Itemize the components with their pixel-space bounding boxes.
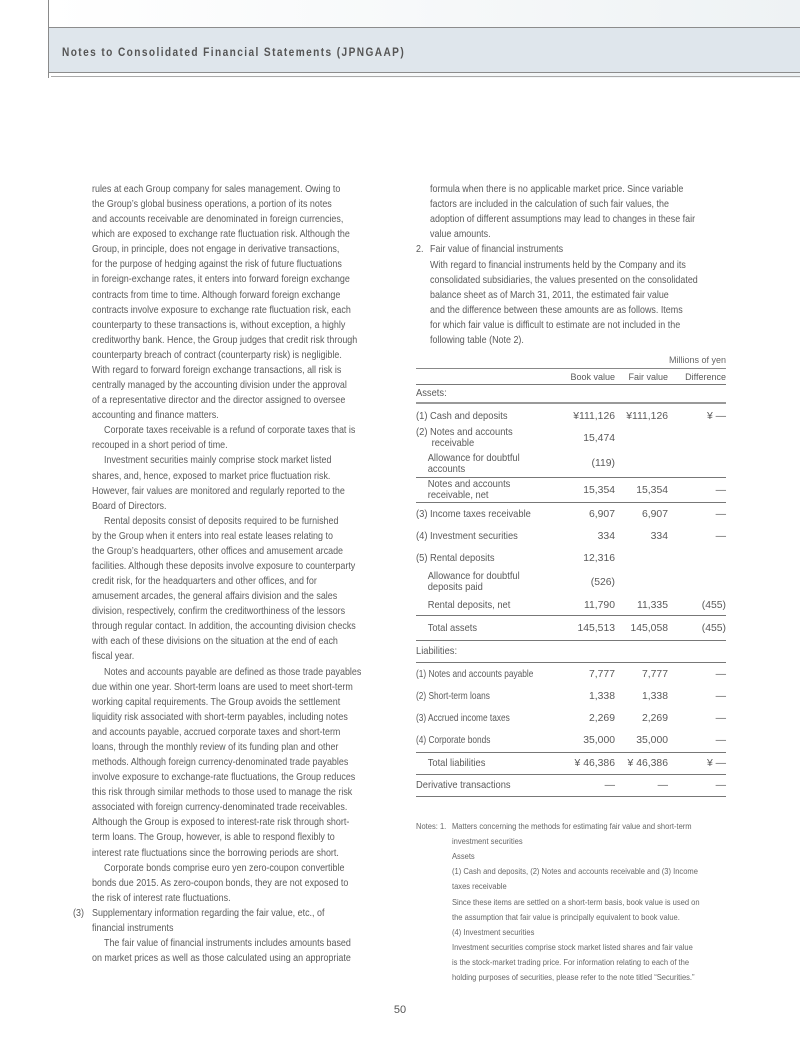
- text-line: Notes and accounts payable are defined as those trade payables: [104, 666, 362, 678]
- table-row: [416, 685, 726, 707]
- page-header: [48, 0, 800, 78]
- list-marker: (3): [73, 907, 84, 919]
- table-row: [416, 569, 726, 595]
- row-label-line: receivable: [416, 438, 475, 449]
- header-divider: [51, 76, 800, 77]
- cell-book-value: ¥111,126: [573, 410, 615, 422]
- col-difference: Difference: [685, 371, 726, 382]
- text-line: with each of these divisions on the situation at the end of each: [92, 636, 338, 648]
- cell-fair-value: 6,907: [641, 508, 668, 520]
- text-line: creditworthy bank. Hence, the Group judges that credit risk through: [92, 334, 358, 346]
- text-line: counterparty to these transactions is, without exception, a highly: [92, 319, 346, 331]
- list-marker: Notes: 1.: [416, 821, 447, 831]
- text-line: interest rate fluctuations since the borrowing periods are short.: [92, 847, 339, 859]
- list-marker: 2.: [416, 244, 424, 256]
- text-line: facilities. Although these deposits involve exposure to counterparty: [92, 561, 356, 572]
- cell-difference: (455): [701, 599, 726, 611]
- table-row: [416, 775, 726, 797]
- table-row: [416, 641, 726, 663]
- cell-difference: ¥ —: [706, 410, 726, 422]
- text-line: following table (Note 2).: [430, 335, 524, 346]
- cell-book-value: 11,790: [583, 599, 615, 611]
- text-line: bonds due 2015. As zero-coupon bonds, they are not exposed to: [92, 877, 349, 889]
- text-line: on market prices as well as those calculated using an appropriate: [92, 953, 351, 965]
- text-line: Investment securities mainly comprise stock market listed: [104, 455, 332, 467]
- text-line: centrally managed by the accounting division under the approval: [92, 380, 347, 392]
- table-row: [416, 404, 726, 428]
- text-line: factors are included in the calculation of such fair values, the: [430, 199, 669, 211]
- text-line: taxes receivable: [452, 881, 507, 892]
- table-row: [416, 729, 726, 753]
- text-line: the Group’s headquarters, other offices and amusement arcade: [92, 545, 344, 557]
- text-line: financial instruments: [92, 922, 174, 934]
- text-line: Board of Directors.: [92, 500, 167, 512]
- row-label-line: (1) Notes and accounts payable: [416, 668, 534, 680]
- cell-book-value: 1,338: [588, 690, 615, 702]
- text-line: rules at each Group company for sales management. Owing to: [92, 184, 341, 195]
- text-line: Assets: [452, 851, 475, 862]
- table-row: [416, 595, 726, 616]
- cell-book-value: 15,474: [583, 432, 615, 444]
- text-line: counterparty breach of contract (counterparty risk) is negligible.: [92, 349, 342, 361]
- cell-fair-value: 11,335: [636, 599, 668, 611]
- text-line: contracts involve exposure to exchange rate fluctuation risk, each: [92, 304, 351, 316]
- text-line: involve exposure to exchange-rate fluctuations, the Group reduces: [92, 772, 356, 784]
- cell-fair-value: 2,269: [641, 712, 668, 724]
- cell-difference: —: [715, 780, 726, 791]
- text-line: With regard to forward foreign exchange transactions, all risk is: [92, 364, 342, 376]
- table-row: [416, 547, 726, 569]
- text-line: Fair value of financial instruments: [430, 244, 564, 256]
- text-line: accounting and finance matters.: [92, 410, 219, 422]
- row-label: [416, 780, 569, 791]
- text-line: which are exposed to exchange rate fluctuation risk. Although the: [92, 229, 350, 241]
- cell-difference: —: [715, 735, 726, 746]
- text-line: With regard to financial instruments held by the Company and its: [430, 259, 686, 271]
- table-row: [416, 663, 726, 685]
- row-label: [416, 479, 581, 501]
- table-row: [416, 503, 726, 525]
- text-line: Matters concerning the methods for estimating fair value and short-term: [452, 821, 692, 831]
- row-label-line: Derivative transactions: [416, 780, 511, 791]
- row-label-line: receivable, net: [427, 490, 489, 501]
- text-line: adoption of different assumptions may lead to changes in these fair: [430, 214, 696, 226]
- row-label: [416, 669, 552, 680]
- table-row: [416, 616, 726, 641]
- cell-book-value: (119): [591, 458, 615, 469]
- row-label-line: (3) Income taxes receivable: [416, 508, 531, 520]
- cell-difference: —: [715, 508, 726, 520]
- text-line: balance sheet as of March 31, 2011, the estimated fair value: [430, 289, 669, 301]
- cell-fair-value: 1,338: [641, 690, 668, 702]
- text-line: is the stock-market trading price. For information relating to each of the: [452, 956, 690, 967]
- row-label-line: Liabilities:: [416, 646, 458, 657]
- table-row: [416, 753, 726, 775]
- cell-book-value: 15,354: [583, 484, 615, 496]
- cell-difference: —: [715, 530, 726, 542]
- text-line: The fair value of financial instruments includes amounts based: [104, 938, 351, 949]
- row-label: [416, 571, 581, 593]
- row-label-line: Assets:: [416, 387, 447, 399]
- cell-book-value: 2,269: [588, 712, 615, 724]
- header-band: [49, 27, 800, 73]
- cell-fair-value: ¥ 46,386: [627, 758, 668, 769]
- text-line: recouped in a short period of time.: [92, 440, 228, 452]
- text-line: Corporate bonds comprise euro yen zero-coupon convertible: [104, 862, 345, 874]
- cell-difference: ¥ —: [706, 758, 726, 769]
- text-line: and accounts receivable are denominated in foreign currencies,: [92, 214, 344, 226]
- text-line: Since these items are settled on a short-term basis, book value is used on: [452, 896, 700, 907]
- row-label: [416, 623, 581, 634]
- cell-book-value: 35,000: [583, 735, 615, 746]
- text-line: holding purposes of securities, please refer to the note titled “Securities.”: [452, 972, 695, 982]
- text-line: value amounts.: [430, 229, 491, 241]
- text-line: and the difference between these amounts are as follows. Items: [430, 304, 683, 316]
- row-label: [416, 388, 569, 399]
- table-row: [416, 384, 726, 404]
- table-row: [416, 450, 726, 478]
- row-label-line: Total liabilities: [427, 758, 486, 769]
- col-fair-value: Fair value: [628, 371, 668, 382]
- text-line: amusement arcades, the general affairs division and the sales: [92, 591, 338, 603]
- row-label: [416, 427, 569, 449]
- page-number: 50: [393, 1004, 407, 1016]
- row-label: [416, 453, 581, 475]
- cell-book-value: 334: [597, 530, 615, 542]
- text-line: liquidity risk associated with short-term payables, including notes: [92, 711, 348, 723]
- section-title: Notes to Consolidated Financial Statements (JPNGAAP): [62, 47, 406, 59]
- cell-difference: —: [715, 690, 726, 702]
- text-line: for which fair value is difficult to estimate are not included in the: [430, 319, 681, 331]
- cell-difference: —: [715, 668, 726, 680]
- row-label: [416, 646, 569, 657]
- text-line: However, fair values are monitored and regularly reported to the: [92, 485, 345, 497]
- cell-fair-value: 15,354: [636, 484, 668, 496]
- text-line: the risk of interest rate fluctuations.: [92, 892, 231, 904]
- cell-fair-value: 35,000: [636, 735, 668, 746]
- table-row: [416, 478, 726, 503]
- text-line: through regular contact. In addition, the accounting division checks: [92, 621, 356, 633]
- row-label: [416, 531, 569, 542]
- row-label-line: (1) Cash and deposits: [416, 410, 508, 422]
- row-label-line: (2) Notes and accounts: [416, 427, 513, 438]
- row-label: [416, 735, 552, 746]
- row-label-line: (4) Corporate bonds: [416, 735, 491, 746]
- table-header-row: [416, 369, 726, 385]
- table-row: [416, 707, 726, 729]
- row-label-line: (4) Investment securities: [416, 530, 518, 542]
- text-line: in foreign-exchange rates, it enters into forward foreign exchange: [92, 274, 350, 286]
- row-label-line: (2) Short-term loans: [416, 690, 490, 702]
- row-label-line: Allowance for doubtful: [427, 571, 520, 582]
- text-line: formula when there is no applicable market price. Since variable: [430, 184, 684, 195]
- row-label-line: (5) Rental deposits: [416, 552, 495, 564]
- row-label-line: Allowance for doubtful: [427, 452, 520, 464]
- row-label-line: Notes and accounts: [427, 479, 511, 490]
- row-label-line: (3) Accrued income taxes: [416, 712, 510, 724]
- text-line: division, respectively, confirm the creditworthiness of the lessors: [92, 606, 346, 618]
- text-line: Although the Group is exposed to interest-rate risk through short-: [92, 817, 350, 829]
- text-line: (4) Investment securities: [452, 926, 535, 937]
- cell-book-value: 12,316: [583, 552, 615, 564]
- row-label: [416, 691, 552, 702]
- cell-fair-value: 7,777: [641, 668, 668, 680]
- cell-book-value: (526): [590, 576, 615, 588]
- table-row: [416, 426, 726, 450]
- text-line: (1) Cash and deposits, (2) Notes and accounts receivable and (3) Income: [452, 866, 698, 877]
- text-line: fiscal year.: [92, 651, 135, 663]
- row-label: [416, 758, 581, 769]
- text-line: the Group’s global business operations, a portion of its notes: [92, 199, 332, 211]
- cell-fair-value: 145,058: [630, 622, 668, 634]
- cell-fair-value: ¥111,126: [626, 410, 668, 422]
- row-label-line: accounts: [427, 463, 466, 475]
- cell-book-value: 7,777: [588, 668, 615, 680]
- row-label-line: Rental deposits, net: [427, 599, 511, 611]
- text-line: Corporate taxes receivable is a refund of corporate taxes that is: [104, 425, 356, 437]
- text-line: methods. Although foreign currency-denominated trade payables: [92, 757, 349, 769]
- col-book-value: Book value: [570, 371, 615, 382]
- text-line: shares, and, hence, exposed to market price fluctuation risk.: [92, 470, 331, 482]
- text-line: for the purpose of hedging against the risk of future fluctuations: [92, 259, 342, 271]
- text-line: by the Group when it enters into real estate leases relating to: [92, 530, 333, 542]
- row-label: [416, 553, 569, 564]
- table-row: [416, 525, 726, 547]
- text-line: Investment securities comprise stock market listed shares and fair value: [452, 941, 693, 952]
- text-line: Supplementary information regarding the fair value, etc., of: [92, 907, 325, 919]
- cell-fair-value: 334: [650, 530, 668, 542]
- cell-fair-value: —: [657, 780, 668, 791]
- text-line: term loans. The Group, however, is able to respond flexibly to: [92, 832, 335, 844]
- text-line: contracts from time to time. Although forward foreign exchange: [92, 289, 341, 301]
- row-label-line: Total assets: [427, 622, 478, 634]
- text-line: Group, in principle, does not engage in derivative transactions,: [92, 244, 340, 256]
- text-line: and accounts payable, accrued corporate taxes and short-term: [92, 726, 341, 738]
- row-label: [416, 600, 581, 611]
- cell-difference: —: [715, 712, 726, 724]
- row-label-line: deposits paid: [427, 582, 483, 593]
- text-line: loans, through the monthly review of its funding plan and other: [92, 741, 339, 753]
- cell-book-value: 145,513: [577, 622, 615, 634]
- cell-difference: —: [715, 484, 726, 496]
- cell-book-value: —: [604, 780, 615, 791]
- text-line: investment securities: [452, 836, 523, 847]
- text-line: credit risk, for the headquarters and other offices, and for: [92, 576, 317, 588]
- row-label: [416, 411, 569, 422]
- cell-book-value: ¥ 46,386: [574, 758, 615, 769]
- text-line: of a representative director and the director assigned to oversee: [92, 395, 346, 407]
- unit-label: Millions of yen: [668, 355, 726, 365]
- text-line: associated with foreign currency-denominated trade receivables.: [92, 802, 348, 814]
- text-line: working capital requirements. The Group avoids the settlement: [92, 696, 341, 708]
- text-line: consolidated subsidiaries, the values presented on the consolidated: [430, 274, 698, 286]
- row-label: [416, 509, 569, 520]
- cell-book-value: 6,907: [588, 508, 615, 520]
- row-label: [416, 713, 552, 724]
- cell-difference: (455): [701, 622, 726, 634]
- text-line: this risk through similar methods to those used to manage the risk: [92, 787, 353, 799]
- text-line: the assumption that fair value is principally equivalent to book value.: [452, 911, 680, 922]
- text-line: Rental deposits consist of deposits required to be furnished: [104, 515, 339, 527]
- text-line: due within one year. Short-term loans are used to meet short-term: [92, 681, 353, 693]
